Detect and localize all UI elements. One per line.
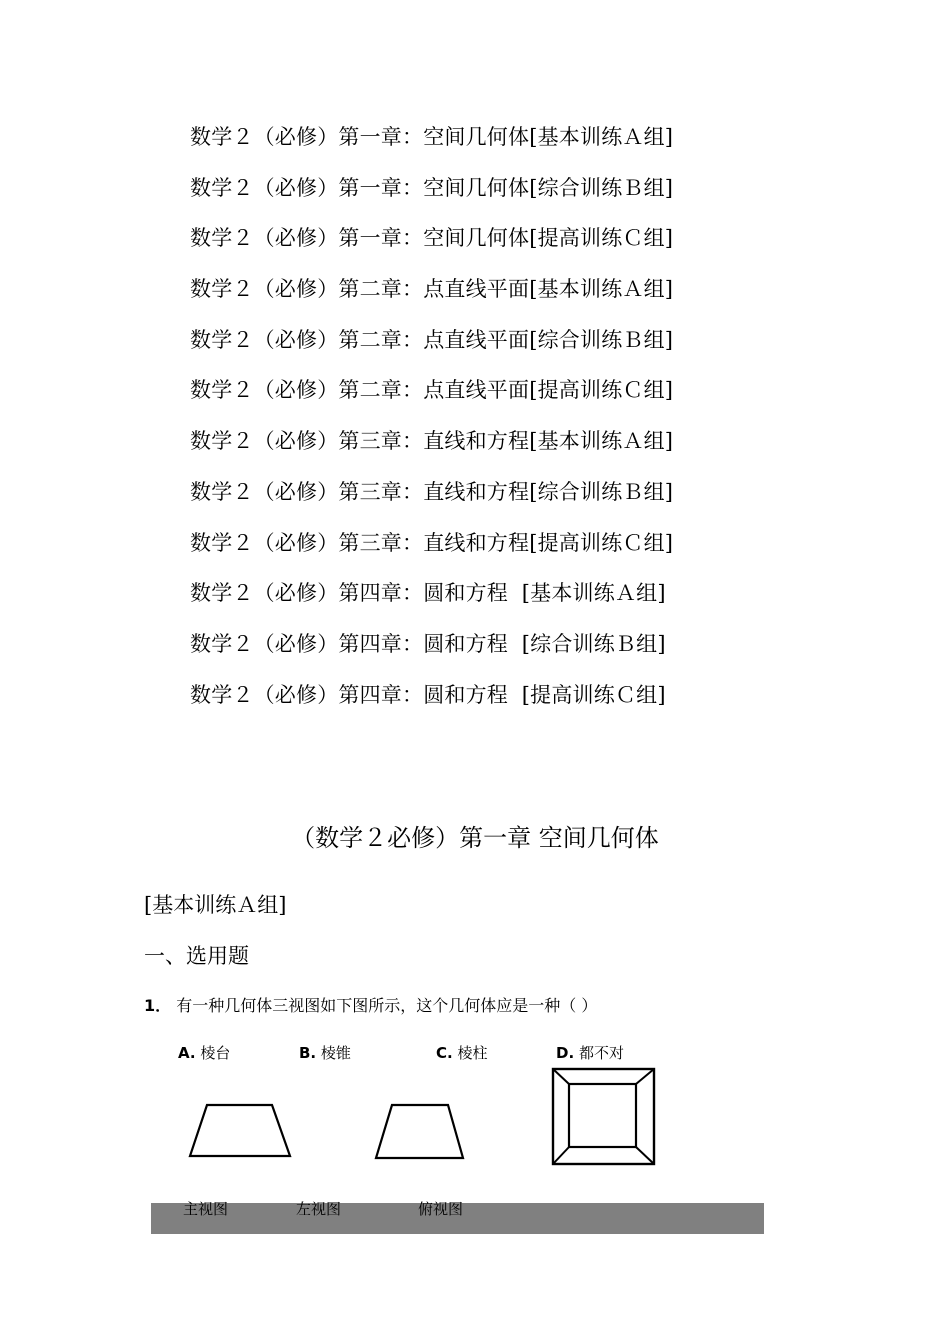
option-b[interactable]	[299, 1042, 351, 1063]
question-1	[144, 993, 597, 1016]
group-heading: [基本训练Ａ组]	[144, 893, 287, 917]
toc-item[interactable]: 数学２（必修）第三章：直线和方程[提高训练Ｃ组]	[190, 530, 674, 555]
toc-item[interactable]: 数学２（必修）第二章：点直线平面[提高训练Ｃ组]	[190, 378, 674, 403]
front-view-label: 主视图	[183, 1200, 229, 1218]
toc-item[interactable]: 数学２（必修）第二章：点直线平面[综合训练Ｂ组]	[190, 327, 674, 352]
toc-item[interactable]: 数学２（必修）第一章：空间几何体[综合训练Ｂ组]	[190, 175, 674, 200]
option-letter: A.	[178, 1044, 196, 1062]
toc-list	[190, 118, 750, 726]
top-view-label: 俯视图	[418, 1200, 464, 1218]
toc-item[interactable]: 数学２（必修）第三章：直线和方程[综合训练Ｂ组]	[190, 479, 674, 504]
toc-item[interactable]: 数学２（必修）第二章：点直线平面[基本训练Ａ组]	[190, 277, 674, 302]
chapter-title: （数学２必修）第一章 空间几何体	[291, 824, 659, 852]
side-view-trapezoid	[372, 1101, 468, 1161]
option-letter: B.	[299, 1044, 317, 1062]
option-letter: C.	[436, 1044, 453, 1062]
option-text: 棱柱	[457, 1044, 488, 1062]
front-view-trapezoid	[186, 1101, 296, 1161]
toc-item[interactable]: 数学２（必修）第一章：空间几何体[提高训练Ｃ组]	[190, 226, 674, 251]
toc-item[interactable]: 数学２（必修）第四章：圆和方程 [基本训练Ａ组]	[190, 581, 666, 606]
top-view-frustum	[550, 1066, 658, 1168]
toc-item[interactable]: 数学２（必修）第一章：空间几何体[基本训练Ａ组]	[190, 125, 674, 149]
question-text: 有一种几何体三视图如下图所示，这个几何体应是一种（ ）	[176, 996, 598, 1015]
option-text: 棱锥	[320, 1044, 351, 1062]
section-heading: 一、选用题	[144, 944, 249, 968]
option-c[interactable]	[436, 1042, 488, 1063]
toc-item[interactable]: 数学２（必修）第四章：圆和方程 [综合训练Ｂ组]	[190, 631, 666, 656]
option-text: 都不对	[578, 1044, 624, 1062]
toc-item[interactable]: 数学２（必修）第四章：圆和方程 [提高训练Ｃ组]	[190, 682, 666, 707]
option-d[interactable]	[556, 1042, 624, 1063]
toc-item[interactable]: 数学２（必修）第三章：直线和方程[基本训练Ａ组]	[190, 429, 674, 454]
question-number: 1．	[144, 996, 172, 1015]
side-view-label: 左视图	[296, 1200, 342, 1218]
option-letter: D.	[556, 1044, 575, 1062]
option-a[interactable]	[178, 1042, 230, 1063]
option-text: 棱台	[200, 1044, 231, 1062]
